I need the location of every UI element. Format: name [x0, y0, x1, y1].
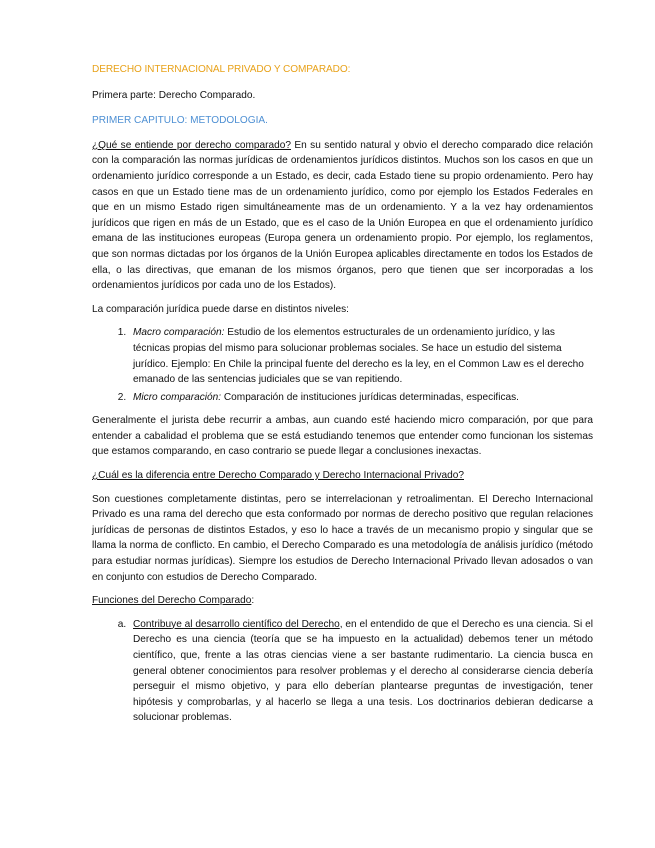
- level-text: Comparación de instituciones jurídicas determinadas, especificas.: [221, 391, 519, 403]
- chapter-heading: PRIMER CAPITULO: METODOLOGIA.: [92, 115, 268, 127]
- functions-heading-text: Funciones del Derecho Comparado: [92, 595, 252, 607]
- function-term: Contribuye al desarrollo científico del Derecho: [133, 618, 340, 630]
- paragraph-difference: Son cuestiones completamente distintas, pero se interrelacionan y retroalimentan. El Derecho Internacional Privado es una rama del derecho que esta conformado por normas de derecho positivo que regulan relaciones jurídicas de personas de distintos Estados, y eso lo hace a través de un mecanismo propio y singular que se llama la norma de conflicto. En cambio, el Derecho Comparado es una metodología de análisis jurídico (método para estudiar normas jurídicas). Siempre los estudios de Derecho Internacional Privado llevan adosados o van en conjunto con estudios de Derecho Comparado.: [92, 493, 593, 583]
- question-what-is-comparative-law: ¿Qué se entiende por derecho comparado?: [92, 139, 291, 151]
- paragraph-generally: Generalmente el jurista debe recurrir a ambas, aun cuando esté haciendo micro comparación, por que para entender a cabalidad el problema que se está estudiando tenemos que entender como funcionan los sistemas que estamos comparando, en caso contrario se puede llegar a conclusiones inexactas.: [92, 415, 593, 458]
- level-term: Micro comparación:: [133, 391, 222, 403]
- levels-list: [92, 325, 593, 405]
- level-text: Estudio de los elementos estructurales de un ordenamiento jurídico, y las técnicas propias del mismo para solucionar problemas sociales. Se hace un estudio del sistema jurídico. Ejemplo: En Chile la principal fuente del derecho es la ley, en el Common Law es el derecho emanado de las sentencias judiciales que se van repitiendo.: [133, 327, 584, 386]
- levels-intro: La comparación jurídica puede darse en distintos niveles:: [92, 303, 349, 315]
- function-text: , en el entendido de que el Derecho es una ciencia. Si el Derecho es una ciencia (teoría que se ha impuesto en la actualidad) debemos tener un método científico, que, frente a las otras ciencias viene a ser bastante rudimentario. La ciencia busca en general obtener conocimientos para resolver problemas y el derecho al considerarse ciencia debería perseguir el mismo objetivo, y para ello deberían plantearse preguntas de investigación, tener hipótesis y comprobarlas, y al hacerlo se llega a una tesis. Los doctrinarios debieran dedicarse a solucionar problemas.: [133, 618, 593, 724]
- list-item: [129, 325, 593, 387]
- list-item: [129, 390, 593, 406]
- question-difference-heading: [92, 468, 593, 484]
- question-difference: ¿Cuál es la diferencia entre Derecho Comparado y Derecho Internacional Privado?: [92, 470, 464, 482]
- document-title: DERECHO INTERNACIONAL PRIVADO Y COMPARADO:: [92, 64, 351, 75]
- level-term: Macro comparación:: [133, 327, 225, 339]
- definition-text: En su sentido natural y obvio el derecho comparado dice relación con la comparación las normas jurídicas de ordenamientos jurídicos distintos. Muchos son los casos en que un ordenamiento jurídico corresponde a un Estado, es decir, cada Estado tiene su propio ordenamiento. Pero hay casos en que un Estado tiene mas de un ordenamiento jurídico, como por ejemplo los Estados Federales en que en un mismo Estado rigen simultáneamente mas de un ordenamiento. Y a la vez hay ordenamientos jurídicos que rigen en más de un Estado, que es el caso de la Unión Europea en que el ordenamiento jurídico emana de las instituciones europeas (Europa genera un ordenamiento propio. Por ejemplo, los reglamentos, que son normas dictadas por los órganos de la Unión Europea aplicables directamente en todos los Estados de ella, o las directivas, que emanan de los mismos órganos, pero que tienen que ser incorporadas a los ordenamientos jurídicos por cada uno de los Estados).: [92, 139, 593, 292]
- functions-heading: [92, 593, 593, 609]
- functions-list: [92, 617, 593, 726]
- part-heading: Primera parte: Derecho Comparado.: [92, 89, 256, 101]
- paragraph-definition: [92, 138, 593, 294]
- functions-heading-colon: :: [251, 595, 255, 607]
- list-item: [129, 617, 593, 726]
